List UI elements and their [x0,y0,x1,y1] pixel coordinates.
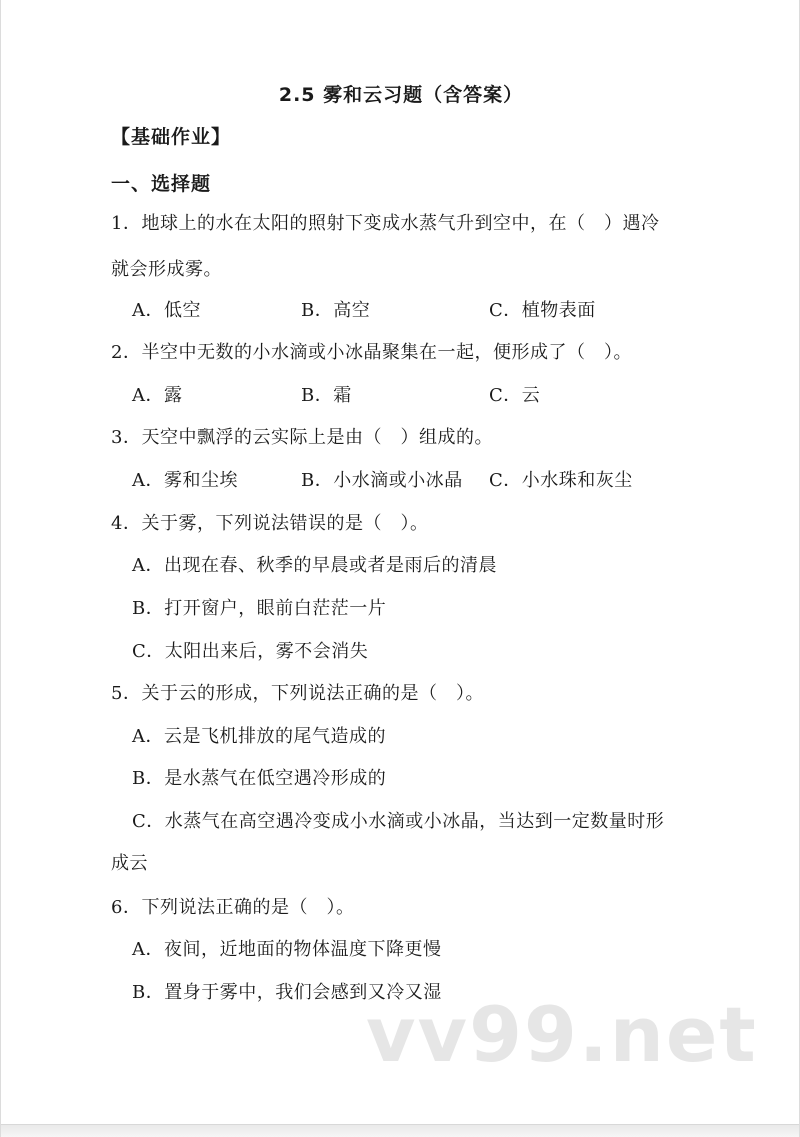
question-6-option-a: A．夜间，近地面的物体温度下降更慢 [132,939,442,960]
question-6-option-b: B．置身于雾中，我们会感到又冷又湿 [132,982,442,1003]
question-5-option-c-cont: 成云 [111,853,148,874]
watermark: vv99.net [366,990,758,1079]
question-2-option-a: A．露 [132,385,183,406]
question-3-option-b: B．小水滴或小冰晶 [301,470,463,491]
question-4-option-a: A．出现在春、秋季的早晨或者是雨后的清晨 [132,555,497,576]
question-4-option-c: C．太阳出来后，雾不会消失 [132,641,369,662]
question-5-option-a: A．云是飞机排放的尾气造成的 [132,726,386,747]
question-1-option-c: C．植物表面 [489,300,596,321]
question-2-option-c: C．云 [489,385,541,406]
question-5-option-c: C．水蒸气在高空遇冷变成小水滴或小冰晶，当达到一定数量时形 [132,811,665,832]
question-2-option-b: B．霜 [301,385,352,406]
page-bottom-edge [1,1124,799,1137]
document-title: 2.5 雾和云习题（含答案） [278,84,524,106]
question-1-text: 1．地球上的水在太阳的照射下变成水蒸气升到空中，在（ ）遇冷 [111,213,660,234]
question-3-text: 3．天空中飘浮的云实际上是由（ ）组成的。 [111,427,493,448]
question-3-option-a: A．雾和尘埃 [132,470,238,491]
question-5-text: 5．关于云的形成，下列说法正确的是（ ）。 [111,683,484,704]
question-4-text: 4．关于雾，下列说法错误的是（ ）。 [111,513,429,534]
question-1-text-cont: 就会形成雾。 [111,259,222,280]
question-4-option-b: B．打开窗户，眼前白茫茫一片 [132,598,387,619]
question-2-text: 2．半空中无数的小水滴或小冰晶聚集在一起，便形成了（ ）。 [111,342,632,363]
question-3-option-c: C．小水珠和灰尘 [489,470,633,491]
part-heading: 一、选择题 [111,173,212,195]
question-1-option-a: A．低空 [132,300,201,321]
section-heading: 【基础作业】 [111,126,232,148]
question-6-text: 6．下列说法正确的是（ ）。 [111,897,355,918]
question-5-option-b: B．是水蒸气在低空遇冷形成的 [132,768,387,789]
question-1-option-b: B．高空 [301,300,371,321]
